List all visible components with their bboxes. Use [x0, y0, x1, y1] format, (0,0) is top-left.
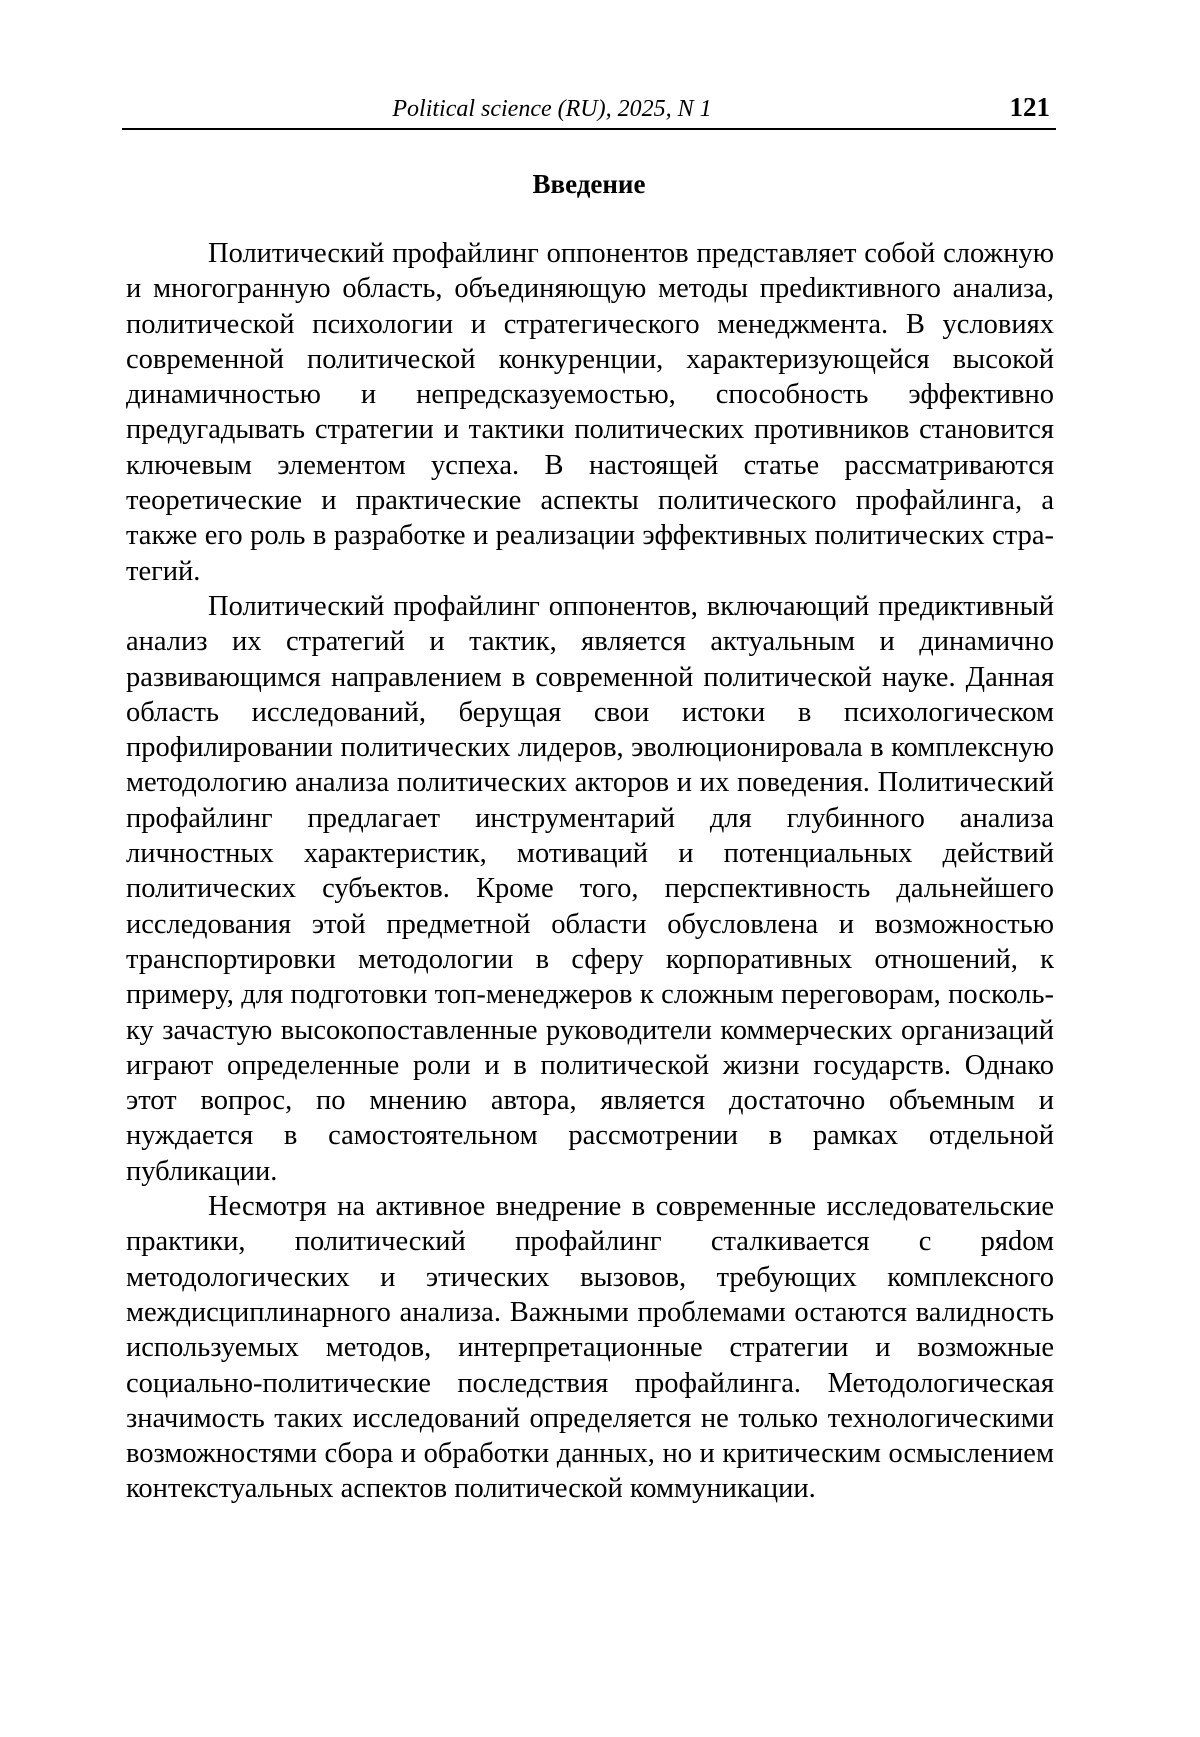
- page-number: 121: [1010, 92, 1051, 122]
- running-header: [122, 88, 1056, 130]
- paragraph-1: Политический профайлинг оппонентов представляет собой сложную и многогранную область, объединяющую методы пре­dиктивного анализа, политической психологии и стратегического менеджмента. В условиях современной политической конкурен­ции, характеризующейся высокой динамичностью и непредска­зуемостью, способность эффективно предугадывать стратегии и тактики политических противников становится ключевым элемен­том успеха. В настоящей статье рассматриваются теоретические и практические аспекты политического профайлинга, а также его роль в разработке и реализации эффективных политических стра­тегий.: [126, 236, 1054, 589]
- paragraph-2: Политический профайлинг оппонентов, включающий пре­диктивный анализ их стратегий и тактик, является актуальным и динамично развивающимся направлением в современной полити­ческой науке. Данная область исследований, берущая свои истоки в психологическом профилировании политических лидеров, эво­люционировала в комплексную методологию анализа политических акторов и их поведения. Политический профайлинг предлагает ин­струментарий для глубинного анализа личностных характеристик, мотиваций и потенциальных действий политических субъектов. Кроме того, перспективность дальнейшего исследования этой предметной области обусловлена и возможностью транспортиров­ки методологии в сферу корпоративных отношений, к примеру, для подготовки топ-менеджеров к сложным переговорам, посколь­ку зачастую высокопоставленные руководители коммерческих организаций играют определенные роли и в политической жизни государств. Однако этот вопрос, по мнению автора, является дос­таточно объемным и нуждается в самостоятельном рассмотрении в рамках отдельной публикации.: [126, 589, 1054, 1189]
- journal-title: Political science (RU), 2025, N 1: [122, 94, 982, 124]
- section-heading: Введение: [122, 166, 1056, 202]
- article-body: [126, 236, 1054, 1507]
- paragraph-3: Несмотря на активное внедрение в современные исследова­тельские практики, политический профайлинг сталкивается с ря­dом методологических и этических вызовов, требующих ком­плексного междисциплинарного анализа. Важными проблемами остаются валидность используемых методов, интерпретационные стратегии и возможные социально-политические последствия профайлинга. Методологическая значимость таких исследований определяется не только технологическими возможностями сбора и обработки данных, но и критическим осмыслением контекстуаль­ных аспектов политической коммуникации.: [126, 1189, 1054, 1507]
